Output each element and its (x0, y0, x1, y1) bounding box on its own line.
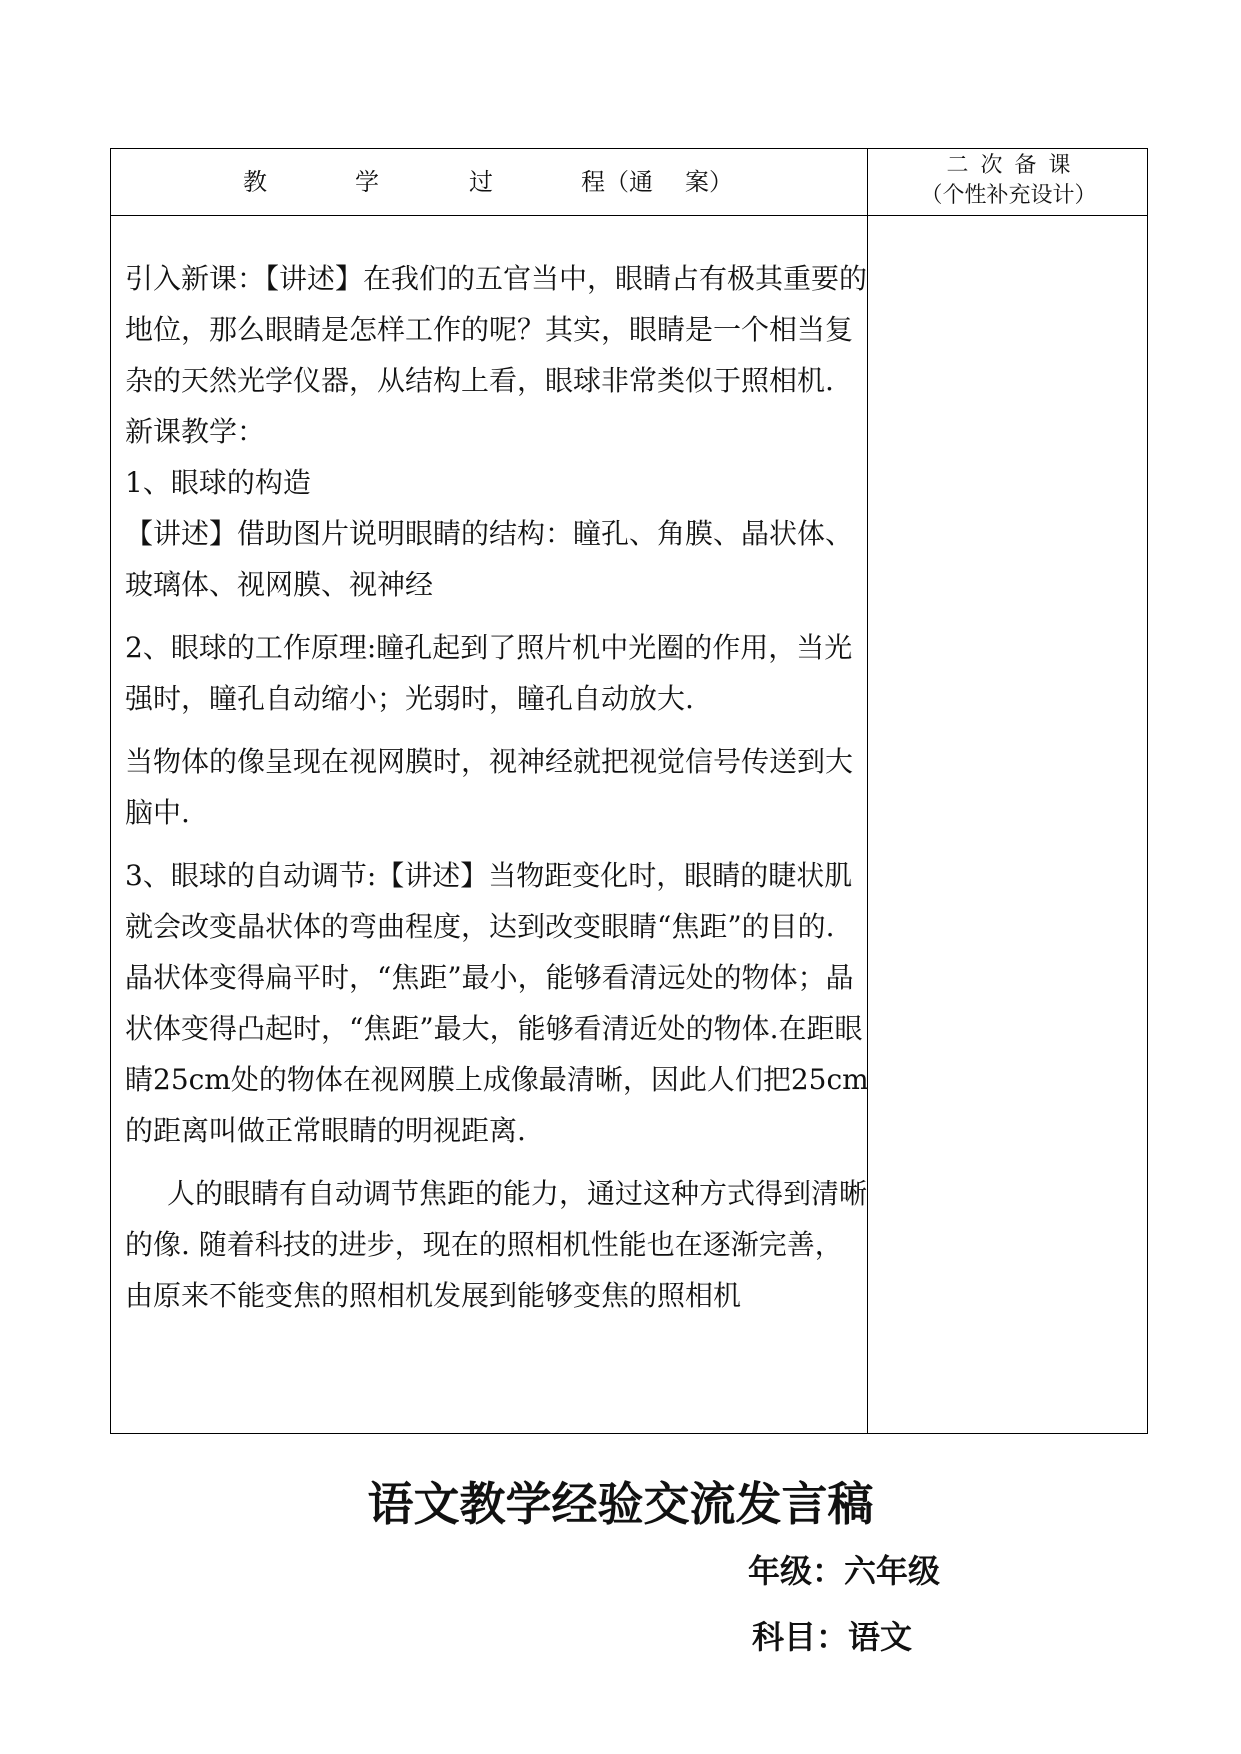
header-char-1: 教 (243, 168, 267, 196)
paragraph-retina: 当物体的像呈现在视网膜时，视神经就把视觉信号传送到大脑中. (125, 745, 854, 829)
header-secondary-prep (868, 149, 1149, 215)
header-teaching-process (111, 149, 867, 215)
header-side-line2: （个性补充设计） (920, 183, 1097, 208)
header-char-4: 程（通 (581, 168, 653, 196)
paragraph-summary: 人的眼睛有自动调节焦距的能力，通过这种方式得到清晰的像. 随着科技的进步，现在的照相机性能也在逐渐完善，由原来不能变焦的照相机发展到能够变焦的照相机 (125, 1177, 868, 1312)
header-char-5: 案） (685, 168, 733, 196)
header-char-3: 过 (469, 168, 493, 196)
paragraph-section-2: 2、眼球的工作原理:瞳孔起到了照片机中光圈的作用，当光强时，瞳孔自动缩小；光弱时，瞳孔自动放大. (125, 631, 853, 715)
lesson-plan-table (110, 148, 1148, 1434)
paragraph-section-1: 1、眼球的构造 (125, 466, 311, 499)
header-side-line1: 二次备课 (946, 153, 1083, 178)
header-divider (111, 215, 1147, 216)
paragraph-section-3: 3、眼球的自动调节:【讲述】当物距变化时，眼睛的睫状肌就会改变晶状体的弯曲程度，达到改变眼睛“焦距”的目的. 晶状体变得扁平时，“焦距”最小，能够看清远处的物体；晶状体变得凸起时，“焦距”最大，能够看清近处的物体.在距眼睛25cm处的物体在视网膜上成像最清晰，因此人们把25cm的距离叫做正常眼睛的明视距离. (125, 859, 869, 1147)
paragraph-structure: 【讲述】借助图片说明眼睛的结构：瞳孔、角膜、晶状体、玻璃体、视网膜、视神经 (125, 517, 854, 601)
teaching-content (125, 253, 870, 1321)
grade-label: 年级：六年级 (748, 1552, 941, 1590)
paragraph-new-lesson: 新课教学： (125, 415, 266, 448)
subject-label: 科目：语文 (752, 1618, 913, 1656)
header-char-2: 学 (355, 168, 379, 196)
paragraph-intro: 引入新课：【讲述】在我们的五官当中，眼睛占有极其重要的地位，那么眼睛是怎样工作的呢？其实，眼睛是一个相当复杂的天然光学仪器，从结构上看，眼球非常类似于照相机. (125, 262, 868, 397)
page-title: 语文教学经验交流发言稿 (367, 1477, 874, 1531)
